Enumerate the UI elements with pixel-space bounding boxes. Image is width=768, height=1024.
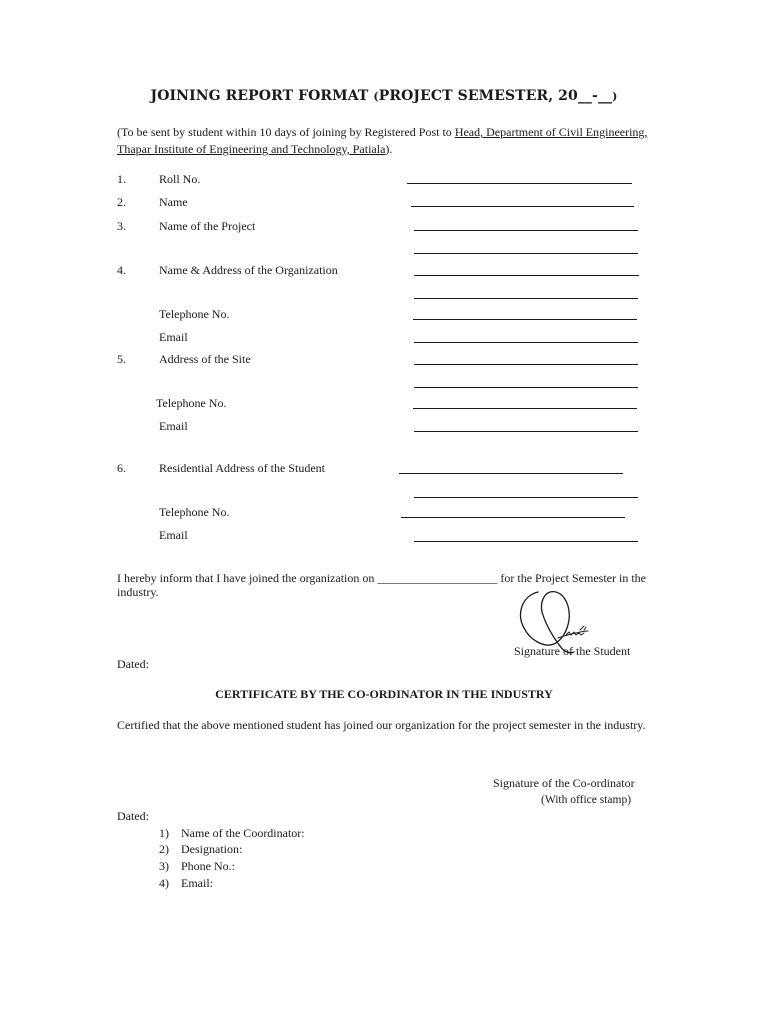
- field-label-org-email: Email: [159, 330, 188, 344]
- dated-label-student: Dated:: [117, 657, 149, 671]
- dated-label-coordinator: Dated:: [117, 809, 149, 823]
- field-label-student-telephone: Telephone No.: [159, 505, 230, 519]
- title-paren-open: (: [373, 90, 379, 103]
- title-main: JOINING REPORT FORMAT: [150, 88, 374, 104]
- field-label-project-name: Name of the Project: [159, 219, 256, 233]
- field-number: 1.: [117, 172, 126, 186]
- intro-institute: Thapar Institute of Engineering and Technology, Patiala: [117, 142, 386, 156]
- name-blank-line[interactable]: [411, 206, 634, 207]
- site-email-blank-line[interactable]: [414, 431, 638, 432]
- declaration-line-1: I hereby inform that I have joined the organization on ____________________ for the Project Semester in the: [117, 571, 646, 585]
- roll-no-blank-line[interactable]: [407, 183, 632, 184]
- site-address-blank-line-2[interactable]: [414, 387, 638, 388]
- coordinator-email-label: Email:: [181, 876, 213, 890]
- field-number: 6.: [117, 461, 126, 475]
- intro-addressee: Head, Department of Civil Engineering,: [454, 125, 648, 139]
- certificate-text: Certified that the above mentioned student has joined our organization for the project semester in the industry.: [117, 718, 646, 732]
- intro-instructions: [117, 124, 647, 158]
- field-label-name: Name: [159, 195, 188, 209]
- site-address-blank-line-1[interactable]: [414, 364, 638, 365]
- title-paren-close: ): [612, 90, 618, 103]
- list-item-number: 4): [159, 876, 169, 890]
- field-number: 3.: [117, 219, 126, 233]
- coordinator-phone-label: Phone No.:: [181, 859, 235, 873]
- title-sub: PROJECT SEMESTER, 20__-__: [378, 88, 613, 104]
- org-telephone-blank-line[interactable]: [413, 319, 637, 320]
- residential-address-blank-line-1[interactable]: [399, 473, 623, 474]
- field-label-organization: Name & Address of the Organization: [159, 263, 338, 277]
- project-name-blank-line-2[interactable]: [414, 253, 638, 254]
- project-name-blank-line-1[interactable]: [414, 230, 638, 231]
- organization-blank-line-2[interactable]: [414, 298, 638, 299]
- field-label-residential-address: Residential Address of the Student: [159, 461, 325, 475]
- list-item-number: 3): [159, 859, 169, 873]
- list-item-number: 2): [159, 842, 169, 856]
- field-number: 4.: [117, 263, 126, 277]
- student-telephone-blank-line[interactable]: [401, 517, 625, 518]
- field-label-site-telephone: Telephone No.: [156, 396, 227, 410]
- field-label-roll-no: Roll No.: [159, 172, 201, 186]
- field-label-site-email: Email: [159, 419, 188, 433]
- org-email-blank-line[interactable]: [414, 342, 638, 343]
- field-label-site-address: Address of the Site: [159, 352, 251, 366]
- field-label-org-telephone: Telephone No.: [159, 307, 230, 321]
- residential-address-blank-line-2[interactable]: [414, 497, 638, 498]
- student-email-blank-line[interactable]: [414, 541, 638, 542]
- field-number: 5.: [117, 352, 126, 366]
- organization-blank-line-1[interactable]: [414, 275, 639, 276]
- list-item-number: 1): [159, 826, 169, 840]
- field-label-student-email: Email: [159, 528, 188, 542]
- field-number: 2.: [117, 195, 126, 209]
- signature-of-student-label: Signature of the Student: [514, 644, 631, 658]
- site-telephone-blank-line[interactable]: [413, 408, 637, 409]
- office-stamp-note: (With office stamp): [541, 794, 632, 806]
- coordinator-name-label: Name of the Coordinator:: [181, 826, 305, 840]
- declaration-line-2: industry.: [117, 585, 159, 599]
- intro-plain: (To be sent by student within 10 days of joining by Registered Post to: [117, 125, 455, 139]
- signature-of-coordinator-label: Signature of the Co-ordinator: [493, 776, 635, 790]
- document-title: [0, 88, 768, 104]
- certificate-heading: CERTIFICATE BY THE CO-ORDINATOR IN THE INDUSTRY: [215, 687, 553, 701]
- coordinator-designation-label: Designation:: [181, 842, 243, 856]
- intro-end: ).: [385, 142, 393, 156]
